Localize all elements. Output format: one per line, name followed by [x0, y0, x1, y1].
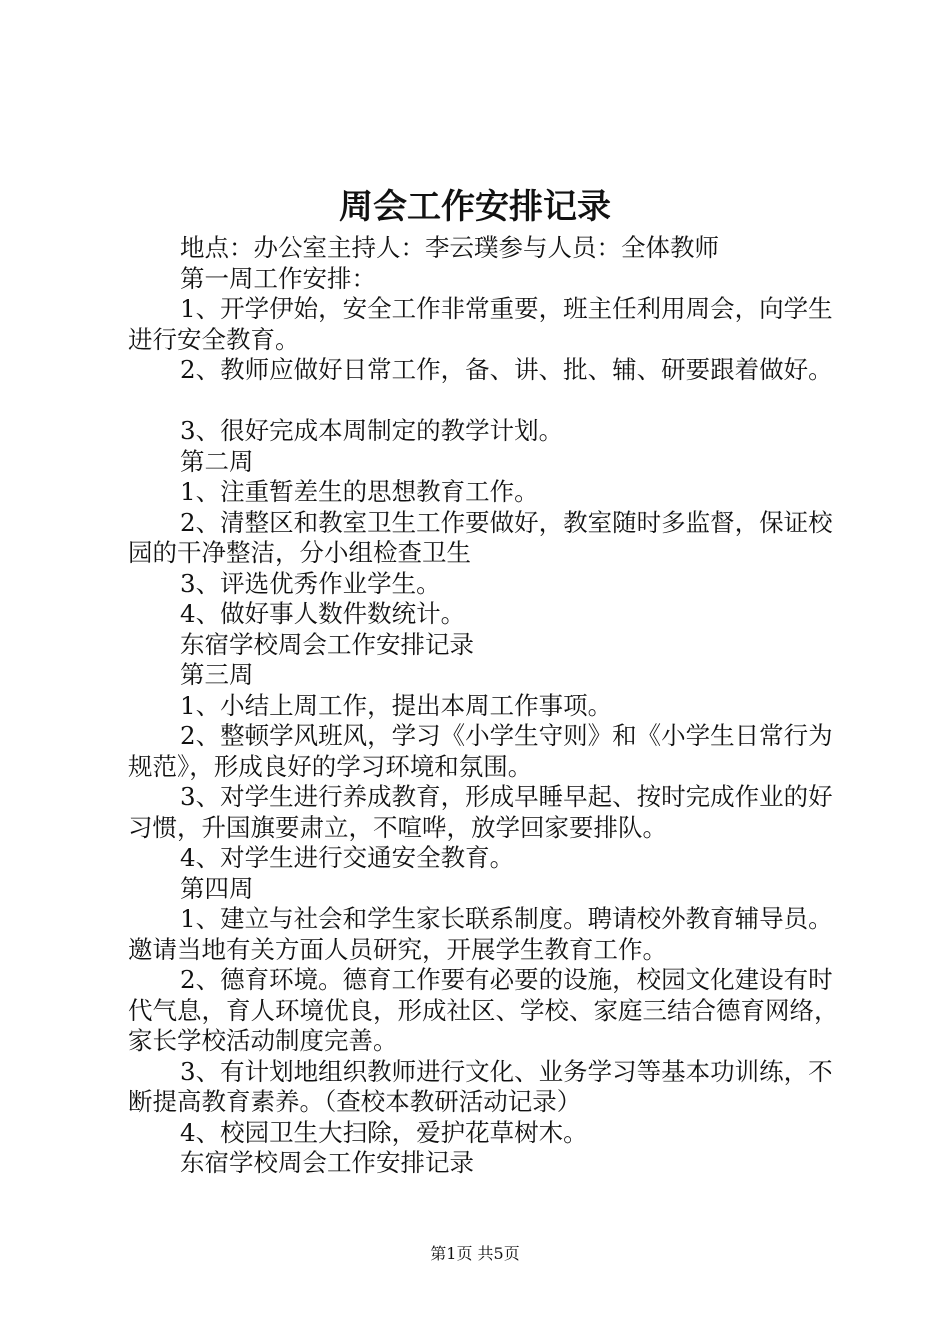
list-item: 3、对学生进行养成教育，形成早睡早起、按时完成作业的好习惯，升国旗要肃立，不喧哗，放学回家要排队。: [128, 782, 833, 842]
paragraph-gap: [128, 386, 848, 417]
week-heading: 第四周: [180, 873, 254, 903]
list-item: 4、做好事人数件数统计。: [180, 599, 466, 628]
list-item: 2、德育环境。德育工作要有必要的设施，校园文化建设有时代气息，育人环境优良，形成社区、学校、家庭三结合德育网络，家长学校活动制度完善。: [128, 965, 839, 1055]
list-item: 2、整顿学风班风，学习《小学生守则》和《小学生日常行为规范》，形成良好的学习环境和氛围。: [128, 721, 833, 781]
week-heading: 第二周: [180, 446, 254, 476]
list-item: 1、注重暂差生的思想教育工作。: [180, 477, 539, 506]
list-item: 2、清整区和教室卫生工作要做好，教室随时多监督，保证校园的干净整洁，分小组检查卫生: [128, 507, 833, 567]
page-number: 第1页 共5页: [430, 1244, 520, 1263]
list-item: 1、建立与社会和学生家长联系制度。聘请校外教育辅导员。邀请当地有关方面人员研究，开展学生教育工作。: [128, 904, 833, 964]
list-item: 3、评选优秀作业学生。: [180, 568, 441, 598]
section-caption: 东宿学校周会工作安排记录: [180, 629, 474, 659]
list-item: 3、很好完成本周制定的教学计划。: [180, 416, 564, 445]
section-caption: 东宿学校周会工作安排记录: [180, 1148, 474, 1177]
document-body: [128, 233, 848, 1179]
list-item: 4、对学生进行交通安全教育。: [180, 843, 515, 872]
week-heading: 第三周: [180, 660, 254, 689]
list-item: 4、校园卫生大扫除，爱护花草树木。: [180, 1117, 588, 1147]
list-item: 1、小结上周工作，提出本周工作事项。: [180, 690, 613, 720]
week-heading: 第一周工作安排：: [180, 263, 376, 293]
meeting-info: 地点：办公室主持人：李云璞参与人员：全体教师: [180, 233, 719, 262]
page-title: 周会工作安排记录: [339, 187, 611, 227]
list-item: 1、开学伊始，安全工作非常重要，班主任利用周会，向学生进行安全教育。: [128, 294, 833, 354]
list-item: 2、教师应做好日常工作，备、讲、批、辅、研要跟着做好。: [180, 355, 833, 384]
list-item: 3、有计划地组织教师进行文化、业务学习等基本功训练，不断提高教育素养。（查校本教研活动记录）: [128, 1056, 833, 1116]
